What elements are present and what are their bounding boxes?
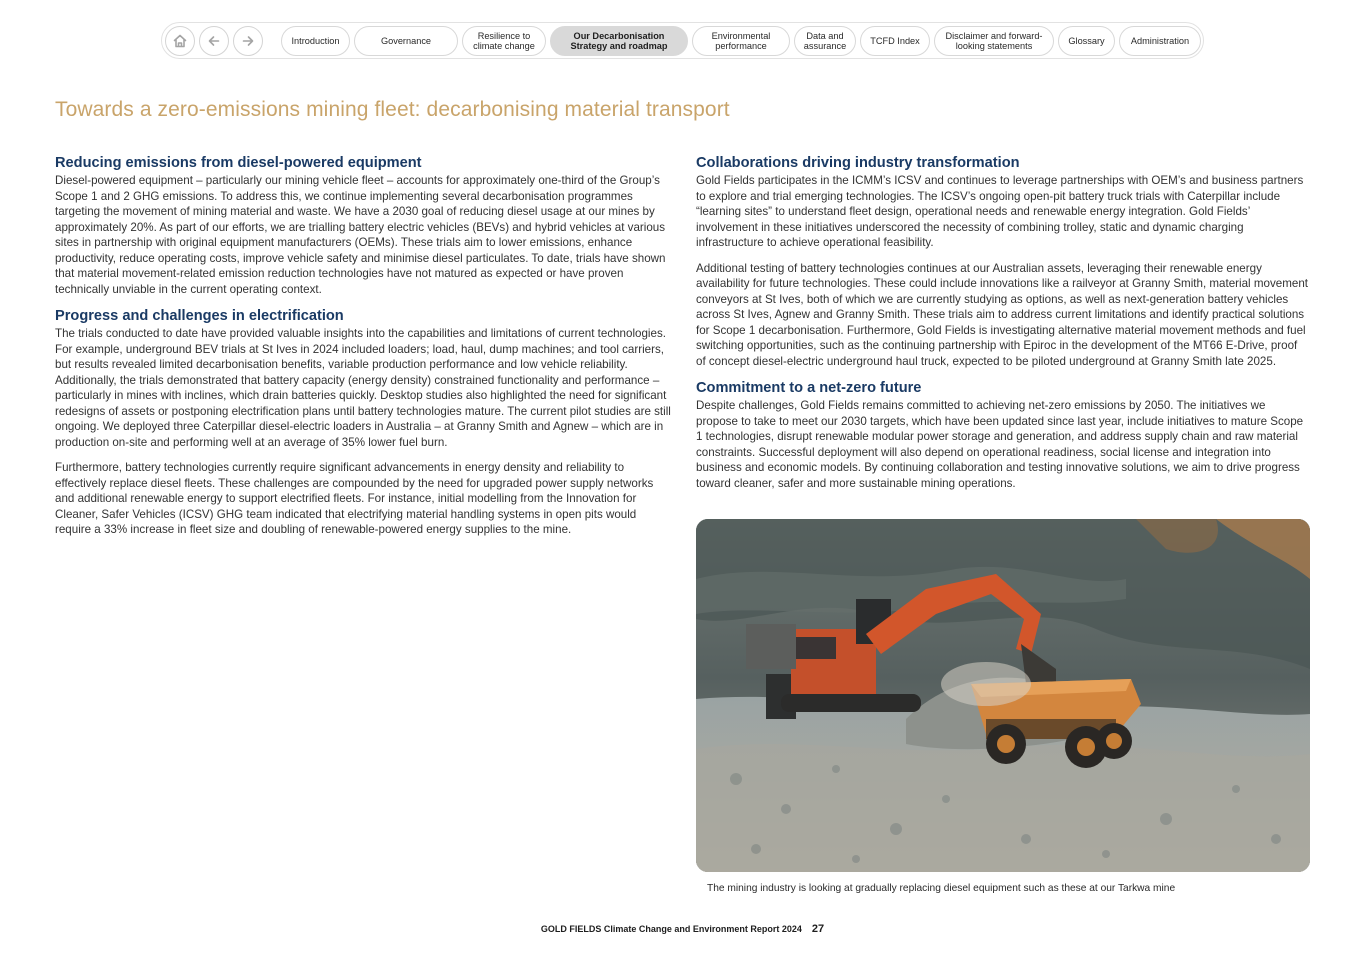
tab-decarbonisation-strategy[interactable]: Our Decarbonisation Strategy and roadmap xyxy=(550,26,688,56)
section-heading-electrification: Progress and challenges in electrification xyxy=(55,308,344,324)
tab-introduction[interactable]: Introduction xyxy=(281,26,350,56)
tab-environmental-performance[interactable]: Environmental performance xyxy=(692,26,790,56)
tab-glossary[interactable]: Glossary xyxy=(1058,26,1115,56)
paragraph: Despite challenges, Gold Fields remains committed to achieving net-zero emissions by 2050. The initiatives we propose to take to meet our 2030 targets, which have been updated since last year, include initiatives to mature Scope 1 technologies, disrupt renewable modular power storage and generation, and address supply chain and raw material constraints. Successful deployment will also depend on operational readiness, social license and integration into business and economic models. By continuing collaboration and testing innovative solutions, we aim to drive progress toward cleaner, safer and more sustainable mining operations. xyxy=(696,399,1304,490)
top-navigation xyxy=(161,22,1204,59)
tab-tcfd-index[interactable]: TCFD Index xyxy=(860,26,930,56)
paragraph: Additional testing of battery technologies continues at our Australian assets, leveraging their renewable energy availability for future technologies. These could include innovations like a railveyor at Granny Smith, material movement conveyors at St Ives, both of which we are currently studying as options, as well as next-generation battery vehicles across St Ives, Agnew and Granny Smith. These trials aim to address current limitations and identify practical solutions for Scope 1 decarbonisation. Furthermore, Gold Fields is investigating alternative material movement methods and fuel switching opportunities, such as the continuing partnership with Epiroc in the development of the MT66 E-Drive, proof of concept diesel-electric underground haul truck, expected to be piloted underground at Granny Smith late 2025. xyxy=(696,261,1308,368)
home-icon[interactable] xyxy=(165,26,195,56)
paragraph: Gold Fields participates in the ICMM’s ICSV and continues to leverage partnerships with OEM’s and business partners to explore and trial emerging technologies. The ICSV’s ongoing open-pit battery truck trials with Caterpillar include “learning sites” to understand fleet design, operational needs and renewable energy integration. Gold Fields’ involvement in these initiatives underscored the necessity of combining trolley, static and dynamic charging infrastructure to achieve operational feasibility. xyxy=(696,174,1304,249)
arrow-left-icon[interactable] xyxy=(199,26,229,56)
mining-photo xyxy=(696,519,1310,872)
arrow-right-icon[interactable] xyxy=(233,26,263,56)
left-column xyxy=(55,154,671,538)
section-heading-collaborations: Collaborations driving industry transformation xyxy=(696,155,1020,171)
page-footer xyxy=(0,923,1365,935)
paragraph: The trials conducted to date have provided valuable insights into the capabilities and limitations of current technologies. For example, underground BEV trials at St Ives in 2024 included loaders; load, haul, dump machines; and tool carriers, but results revealed limited decarbonisation benefits, variable production performance and low vehicle reliability. Additionally, the trials demonstrated that battery capacity (energy density) constrained functionality and performance – particularly in mines with inclines, which drain batteries quickly. Desktop studies also highlighted the need for significant redesigns of assets or postponing electrification plans until battery technologies mature. The current pilot studies are still ongoing. We deployed three Caterpillar diesel-electric loaders in Australia – at Granny Smith and Agnew – which are in production on-site and performing well at an average of 35% lower fuel burn. xyxy=(55,327,671,449)
tab-disclaimer[interactable]: Disclaimer and forward- looking statements xyxy=(934,26,1054,56)
paragraph: Diesel-powered equipment – particularly our mining vehicle fleet – accounts for approximately one-third of the Group’s Scope 1 and 2 GHG emissions. To address this, we continue implementing several decarbonisation programmes targeting the movement of mining material and waste. We have a 2030 goal of reducing diesel usage at our mines by approximately 20%. As part of our efforts, we are trialling battery electric vehicles (BEVs) and hybrid vehicles at various sites in partnership with original equipment manufacturers (OEMs). These trials aim to lower emissions, enhance productivity, reduce operating costs, improve vehicle safety and minimise diesel particulates. To date, trials have shown that material movement-related emission reduction technologies have not matured as expected or have proven technically unviable in the current operating context. xyxy=(55,174,666,296)
tab-governance[interactable]: Governance xyxy=(354,26,458,56)
tab-administration[interactable]: Administration xyxy=(1119,26,1201,56)
tab-data-and-assurance[interactable]: Data and assurance xyxy=(794,26,856,56)
section-heading-diesel-equipment: Reducing emissions from diesel-powered equipment xyxy=(55,155,422,171)
tab-resilience-to-climate-change[interactable]: Resilience to climate change xyxy=(462,26,546,56)
right-column xyxy=(696,154,1310,491)
page-number: 27 xyxy=(811,923,825,935)
page-title: Towards a zero-emissions mining fleet: decarbonising material transport xyxy=(55,98,730,121)
report-title: GOLD FIELDS Climate Change and Environment Report 2024 xyxy=(540,924,802,934)
photo-caption: The mining industry is looking at gradually replacing diesel equipment such as these at our Tarkwa mine xyxy=(707,883,1176,894)
paragraph: Furthermore, battery technologies currently require significant advancements in energy density and reliability to effectively replace diesel fleets. These challenges are compounded by the need for upgraded power supply networks and additional renewable energy to support electrified fleets. For instance, initial modelling from the Innovation for Cleaner, Safer Vehicles (ICSV) GHG team indicated that electrifying material handling systems in open pits would require a 33% increase in fleet size and doubling of renewable-powered energy supplies to the mine. xyxy=(55,461,654,536)
section-heading-net-zero: Commitment to a net-zero future xyxy=(696,380,922,396)
